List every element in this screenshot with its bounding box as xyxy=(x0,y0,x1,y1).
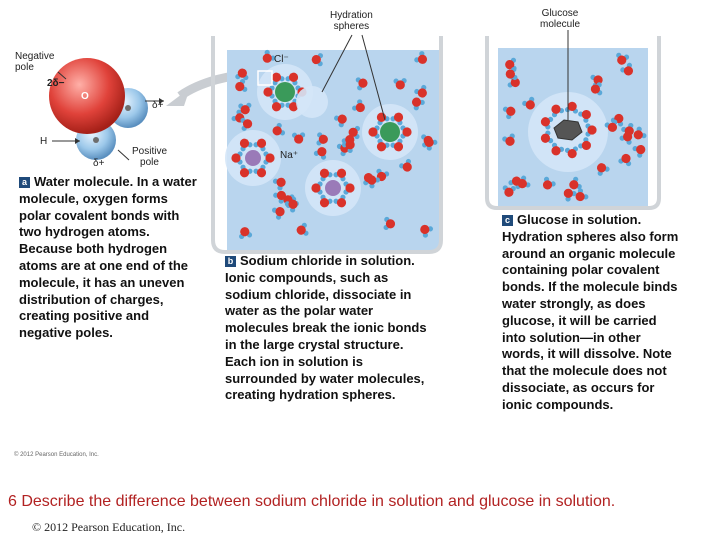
figure-copyright: © 2012 Pearson Education, Inc. xyxy=(14,452,99,458)
partial-negative-label: 2δ− xyxy=(47,78,65,89)
oxygen-label: O xyxy=(81,91,89,102)
glucose-molecule-label: Glucose molecule xyxy=(540,8,581,30)
partial-positive-top-label: δ+ xyxy=(152,100,164,111)
chloride-ion xyxy=(275,82,295,102)
caption-b-badge: b xyxy=(225,256,236,267)
positive-pole-label: Positive pole xyxy=(132,146,168,168)
partial-positive-bottom-label: δ+ xyxy=(93,158,105,169)
hydration-sphere xyxy=(296,86,328,118)
caption-b-text: Ionic compounds, such as sodium chloride, dissociate in water as the polar water molecules break the ionic bonds in the large crystal structure. Each ion in solution is surrounded by water molecules, creating hydration spheres. xyxy=(225,269,427,403)
hydrogen-label: H xyxy=(40,136,48,147)
hydration-spheres-label: Hydration spheres xyxy=(330,10,373,32)
caption-a-title: Water molecule. xyxy=(34,174,134,189)
caption-a-text: In a water molecule, oxygen forms polar covalent bonds with two hydrogen atoms. Because both hydrogen atoms are at one end of the molecule, it has an uneven distribution of charges, creating positive and negative poles. xyxy=(19,174,197,341)
caption-glucose xyxy=(502,212,684,414)
caption-sodium-chloride xyxy=(225,253,437,404)
negative-pole-label: Negative pole xyxy=(15,51,55,73)
caption-c-text: Hydration spheres also form around an organic molecule containing polar covalent bonds. If the molecule binds water strongly, as does glucose, it will be carried into solution—in other words, it will dissolve. Note that the molecule does not dissociate, as occurs for ionic compounds. xyxy=(502,228,679,412)
caption-water-molecule xyxy=(19,174,203,342)
glucose-beaker xyxy=(482,30,662,210)
caption-a-badge: a xyxy=(19,177,30,188)
footer-copyright: © 2012 Pearson Education, Inc. xyxy=(32,520,186,534)
sodium-ion-label: Na⁺ xyxy=(280,150,299,161)
sodium-ion xyxy=(325,180,341,196)
sodium-chloride-beaker xyxy=(205,30,445,255)
caption-c-title: Glucose in solution. xyxy=(517,212,642,227)
question-text: 6 Describe the difference between sodium chloride in solution and glucose in solution. xyxy=(8,493,616,510)
caption-b-title: Sodium chloride in solution. xyxy=(240,253,415,268)
sodium-ion xyxy=(245,150,261,166)
chloride-ion xyxy=(380,122,400,142)
caption-c-badge: c xyxy=(502,215,513,226)
chloride-ion-label: Cl⁻ xyxy=(274,54,289,65)
